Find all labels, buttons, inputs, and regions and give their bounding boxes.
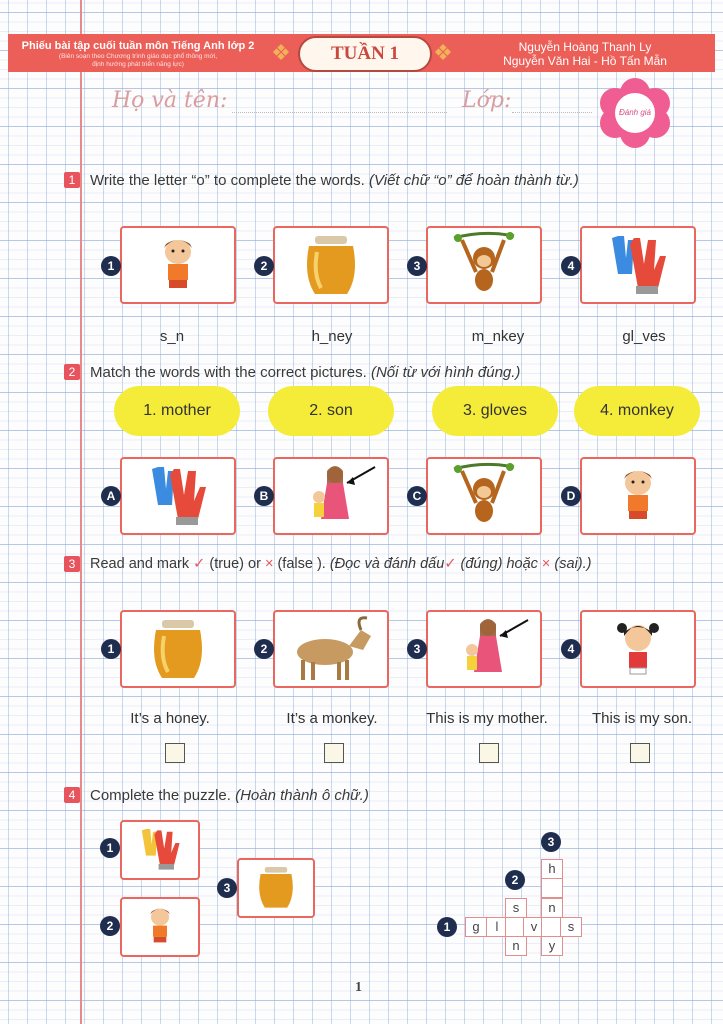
header-left — [14, 40, 262, 69]
clue-card — [237, 858, 315, 918]
sentence: This is my mother. — [426, 710, 548, 727]
monkey-icon — [428, 228, 540, 302]
monkey-icon — [428, 459, 540, 533]
match-word[interactable]: 4. monkey — [578, 390, 696, 432]
boy-icon — [122, 899, 198, 955]
puzzle-cell[interactable]: y — [541, 936, 563, 956]
puzzle-cell[interactable]: s — [505, 898, 527, 918]
item-number: 1 — [101, 639, 121, 659]
instruction-vi: (Hoàn thành ô chữ.) — [235, 787, 369, 804]
authors — [470, 40, 700, 68]
check-icon: ✓ — [193, 556, 206, 572]
word-blank[interactable]: s_n — [159, 328, 185, 345]
worksheet-subtitle-2: định hướng phát triển năng lực) — [92, 61, 184, 68]
page-number: 1 — [355, 980, 362, 995]
match-word[interactable]: 3. gloves — [436, 390, 554, 432]
author-2: Nguyễn Văn Hai - Hồ Tấn Mẫn — [503, 54, 667, 68]
section-2-number: 2 — [64, 364, 80, 380]
class-field[interactable] — [512, 112, 592, 113]
picture-card — [426, 226, 542, 304]
clue-number: 1 — [100, 838, 120, 858]
author-1: Nguyễn Hoàng Thanh Ly — [518, 40, 652, 54]
puzzle-cell[interactable] — [541, 878, 563, 898]
item-number: 3 — [407, 256, 427, 276]
picture-card[interactable] — [580, 457, 696, 535]
section-3-number: 3 — [64, 556, 80, 572]
match-word[interactable]: 1. mother — [118, 390, 236, 432]
mother-icon — [428, 612, 540, 686]
clue-card — [120, 820, 200, 880]
word-blank[interactable]: m_nkey — [471, 328, 525, 345]
puzzle-label: 1 — [437, 917, 457, 937]
section-1-number: 1 — [64, 172, 80, 188]
gloves-icon — [582, 228, 694, 302]
picture-letter: A — [101, 486, 121, 506]
picture-card — [120, 610, 236, 688]
answer-checkbox[interactable] — [479, 743, 499, 763]
section-3-instruction — [90, 556, 591, 572]
cross-icon: × — [264, 556, 274, 572]
picture-card — [273, 610, 389, 688]
item-number: 4 — [561, 256, 581, 276]
puzzle-cell[interactable]: g — [465, 917, 487, 937]
honey-jar-icon — [122, 612, 234, 686]
picture-card — [273, 226, 389, 304]
word-blank[interactable]: gl_ves — [622, 328, 666, 345]
puzzle-cell[interactable]: n — [541, 898, 563, 918]
picture-card[interactable] — [120, 457, 236, 535]
honey-jar-icon — [239, 860, 313, 916]
picture-card — [120, 226, 236, 304]
picture-card — [580, 610, 696, 688]
mother-icon — [275, 459, 387, 533]
picture-letter: D — [561, 486, 581, 506]
answer-checkbox[interactable] — [165, 743, 185, 763]
section-1-instruction — [90, 172, 579, 189]
puzzle-label: 2 — [505, 870, 525, 890]
ornament-icon: ❖ — [433, 40, 453, 65]
puzzle-label: 3 — [541, 832, 561, 852]
section-2-instruction — [90, 364, 520, 381]
picture-card — [426, 610, 542, 688]
answer-checkbox[interactable] — [630, 743, 650, 763]
instruction-vi-part: (Đọc và đánh dấu — [329, 556, 445, 572]
puzzle-cell[interactable]: v — [523, 917, 545, 937]
instruction-en: Match the words with the correct pictures. — [90, 364, 367, 381]
worksheet-title: Phiếu bài tập cuối tuần môn Tiếng Anh lớp 2 — [21, 40, 255, 52]
ornament-icon: ❖ — [271, 40, 291, 65]
picture-card — [580, 226, 696, 304]
instruction-vi: (Nối từ với hình đúng.) — [370, 364, 521, 381]
sentence: It’s a monkey. — [286, 710, 378, 727]
worksheet-subtitle: (Biên soạn theo Chương trình giáo dục phổ thông mới, — [58, 53, 218, 60]
instruction-en: Write the letter “o” to complete the words. — [90, 172, 365, 189]
section-4-instruction — [90, 787, 369, 804]
evaluation-flower-icon — [600, 78, 670, 148]
instruction-part: (false ). — [277, 556, 326, 572]
boy-icon — [582, 459, 694, 533]
answer-checkbox[interactable] — [324, 743, 344, 763]
picture-letter: B — [254, 486, 274, 506]
instruction-part: (true) or — [209, 556, 261, 572]
instruction-vi-part: (đúng) hoặc — [460, 556, 538, 572]
clue-number: 2 — [100, 916, 120, 936]
name-label: Họ và tên: — [112, 88, 228, 113]
week-badge — [298, 36, 432, 72]
instruction-vi-part: (sai).) — [554, 556, 592, 572]
puzzle-cell[interactable]: s — [560, 917, 582, 937]
evaluation-label: Đánh giá — [615, 93, 655, 133]
gloves-icon — [122, 822, 198, 878]
cross-icon: × — [541, 556, 551, 572]
instruction-vi: (Viết chữ “o” để hoàn thành từ.) — [369, 172, 579, 189]
honey-jar-icon — [275, 228, 387, 302]
puzzle-cell[interactable]: h — [541, 859, 563, 879]
word-blank[interactable]: h_ney — [311, 328, 353, 345]
boy-icon — [122, 228, 234, 302]
clue-card — [120, 897, 200, 957]
goat-icon — [275, 612, 387, 686]
check-icon: ✓ — [444, 556, 457, 572]
gloves-icon — [122, 459, 234, 533]
margin-line — [80, 0, 82, 1024]
item-number: 1 — [101, 256, 121, 276]
item-number: 2 — [254, 256, 274, 276]
item-number: 2 — [254, 639, 274, 659]
picture-letter: C — [407, 486, 427, 506]
week-label: TUẦN 1 — [330, 43, 400, 64]
clue-number: 3 — [217, 878, 237, 898]
match-word[interactable]: 2. son — [272, 390, 390, 432]
item-number: 3 — [407, 639, 427, 659]
section-4-number: 4 — [64, 787, 80, 803]
picture-card[interactable] — [273, 457, 389, 535]
sentence: It’s a honey. — [130, 710, 210, 727]
class-label: Lớp: — [462, 88, 512, 113]
puzzle-cell[interactable]: l — [486, 917, 508, 937]
item-number: 4 — [561, 639, 581, 659]
instruction-en: Complete the puzzle. — [90, 787, 231, 804]
puzzle-cell[interactable]: n — [505, 936, 527, 956]
instruction-part: Read and mark — [90, 556, 190, 572]
name-field[interactable] — [232, 112, 447, 113]
sentence: This is my son. — [591, 710, 693, 727]
girl-icon — [582, 612, 694, 686]
picture-card[interactable] — [426, 457, 542, 535]
